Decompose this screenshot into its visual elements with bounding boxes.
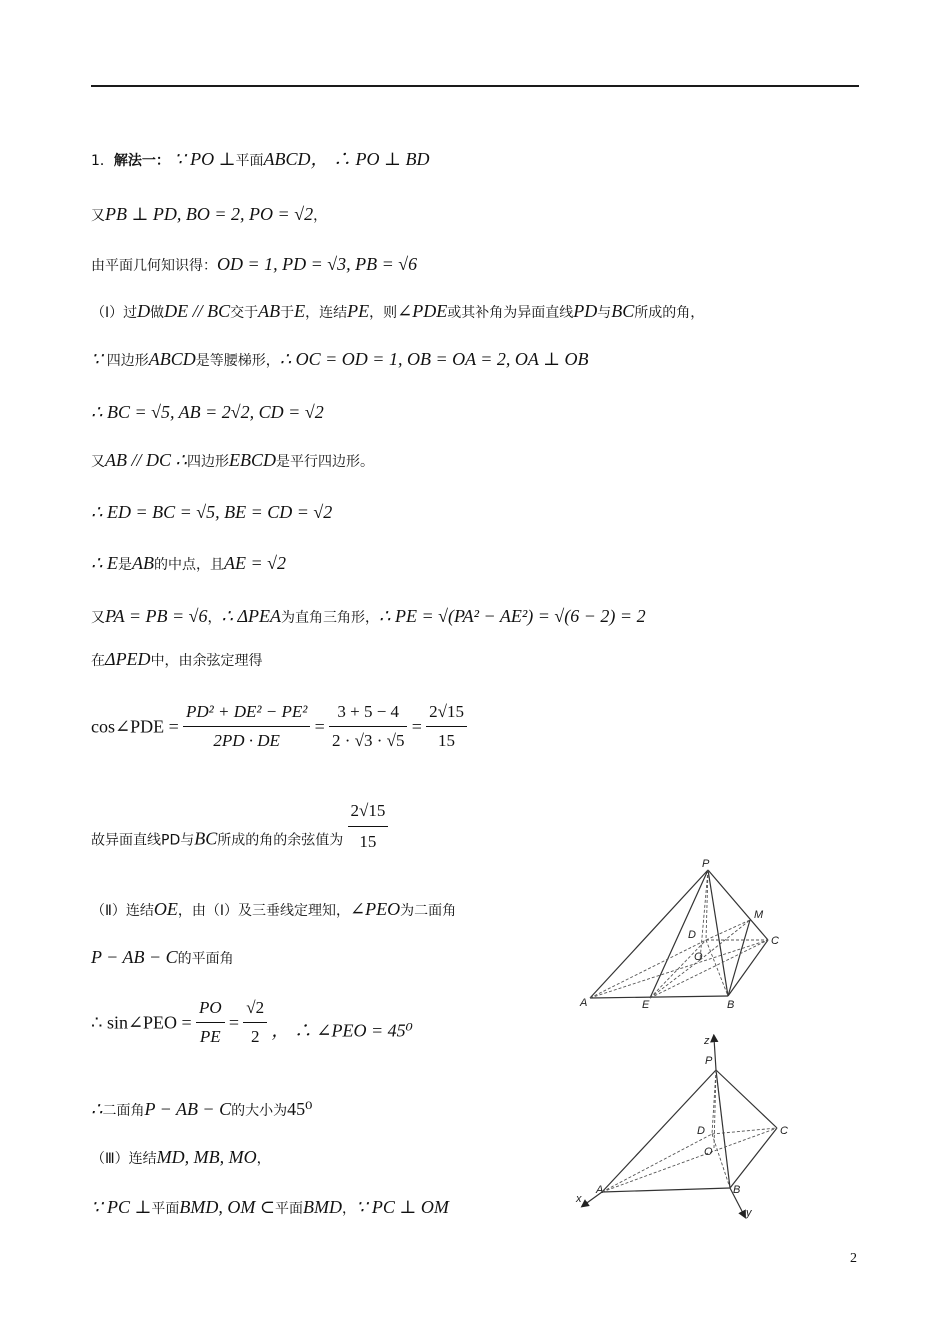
math: cos∠PDE = (91, 716, 179, 737)
solution-label: 解法一： (113, 153, 170, 169)
math: ∴ ΔPEA (221, 606, 282, 626)
numerator: √2 (243, 996, 267, 1023)
text: 或其补角为异面直线 (447, 305, 574, 321)
denominator: PE (199, 1027, 221, 1046)
math: 45⁰ (287, 1099, 313, 1119)
text: ，则 (369, 305, 398, 321)
math: ∴ PE = √(PA² − AE²) = √(6 − 2) = 2 (379, 606, 646, 626)
text: 做 (150, 305, 165, 321)
denominator: 2 (250, 1027, 260, 1046)
text: 为二面角 (400, 903, 457, 919)
numerator: PD² + DE² − PE² (183, 700, 310, 727)
math: AB (258, 301, 281, 321)
text: 于 (280, 305, 295, 321)
math: ∠PEO (350, 899, 401, 919)
text: 所成的角， (634, 305, 705, 321)
math: ， ∴ PO ⊥ BD (310, 149, 430, 169)
fraction (426, 700, 467, 753)
math: BMD (302, 1197, 342, 1217)
vertex-label: O (694, 951, 703, 963)
axis-label: x (576, 1193, 582, 1205)
math: ∴ (91, 1099, 103, 1119)
text-line (91, 401, 324, 424)
text: ， (256, 1151, 271, 1167)
vertex-label: O (704, 1146, 713, 1158)
text: 是平行四边形。 (275, 454, 374, 470)
math: ∵ (91, 349, 103, 369)
text: 中，由余弦定理得 (150, 653, 263, 669)
pyramid-figure-1 (578, 852, 798, 1017)
text: 又 (91, 208, 105, 224)
math: ∠PDE (397, 301, 448, 321)
text: 所成的角的余弦值为 (217, 832, 344, 849)
vertex-label: P (702, 858, 710, 870)
vertex-label: D (688, 929, 696, 941)
math: PA = PB = √6 (105, 606, 208, 626)
vertex-label: D (697, 1125, 705, 1137)
text: （Ⅰ）过 (91, 305, 138, 321)
text: 又 (91, 610, 105, 626)
vertex-label: M (754, 909, 764, 921)
solution-heading-line (91, 148, 429, 172)
text: ，连结 (305, 305, 348, 321)
text: ， (207, 610, 222, 626)
text: 的平面角 (177, 951, 234, 967)
math: ∴ OC = OD = 1, OB = OA = 2, OA ⊥ OB (279, 349, 589, 369)
math: ∵ PC ⊥ (91, 1197, 152, 1217)
math: MD, MB, MO (156, 1147, 257, 1167)
text-line (91, 1098, 312, 1122)
text: （Ⅱ）连结 (91, 903, 154, 919)
math: ABCD (148, 349, 196, 369)
math: BC (611, 301, 635, 321)
text: （Ⅲ）连结 (91, 1151, 157, 1167)
text: 由平面几何知识得： (91, 258, 217, 274)
vertex-label: C (780, 1125, 788, 1137)
numerator: 3 + 5 − 4 (329, 700, 407, 727)
vertex-label: P (705, 1055, 713, 1067)
text-line (91, 253, 417, 277)
math: ∴ ED = BC = √5, BE = CD = √2 (91, 502, 333, 522)
math: PB ⊥ PD, BO = 2, PO = √2 (105, 204, 314, 224)
math: ∴ BC = √5, AB = 2√2, CD = √2 (91, 402, 324, 422)
problem-number: 1． (91, 153, 114, 169)
math: D (137, 301, 151, 321)
text: ，由（Ⅰ）及三垂线定理知， (177, 903, 351, 919)
math: DE // BC (164, 301, 231, 321)
math: ， ∴ ∠PEO = 45⁰ (271, 1020, 413, 1041)
pyramid-diagram-2 (572, 1030, 802, 1225)
text-line (91, 605, 646, 629)
text: 故异面直线PD与 (91, 832, 195, 849)
text-line (91, 449, 374, 473)
page-number: 2 (850, 1251, 857, 1266)
header-rule (91, 85, 859, 87)
math: P − AB − C (144, 1099, 232, 1119)
math: ΔPED (105, 649, 151, 669)
math: AB (131, 553, 154, 573)
pyramid-figure-2 (572, 1030, 802, 1230)
text: 平面 (151, 1201, 180, 1217)
fraction (329, 700, 407, 753)
vertex-label: A (596, 1184, 604, 1196)
text: 是等腰梯形， (195, 353, 280, 369)
text: 又 (91, 454, 105, 470)
text: 平面 (235, 153, 264, 169)
fraction (196, 996, 225, 1049)
math: BMD, OM ⊂ (179, 1197, 275, 1217)
part-one-line (91, 300, 704, 324)
text: ， (313, 208, 328, 224)
text: 为直角三角形， (281, 610, 380, 626)
math: ∴ E (91, 553, 118, 573)
axis-label: y (746, 1207, 752, 1219)
text: 与 (597, 305, 612, 321)
numerator: 2√15 (426, 700, 467, 727)
math: = (411, 716, 422, 737)
numerator: PO (196, 996, 225, 1023)
text: 的大小为 (231, 1103, 288, 1119)
math: ABCD (263, 149, 311, 169)
math: BC (194, 828, 218, 849)
fraction (243, 996, 267, 1049)
math: E (294, 301, 306, 321)
math: EBCD (228, 450, 276, 470)
part-two-line (91, 898, 456, 922)
vertex-label: C (771, 935, 779, 947)
text-line (91, 501, 332, 524)
text-line (91, 648, 263, 672)
vertex-label: E (642, 999, 650, 1011)
denominator: 15 (438, 731, 456, 750)
math: ∵ PC ⊥ OM (355, 1197, 449, 1217)
numerator: 2√15 (348, 798, 389, 827)
vertex-label: B (727, 999, 735, 1011)
math: PD (573, 301, 598, 321)
text: 平面 (274, 1201, 303, 1217)
math: ∵ PO ⊥ (174, 149, 236, 169)
sine-formula (91, 996, 413, 1049)
text: 交于 (230, 305, 259, 321)
denominator: 2 · √3 · √5 (331, 731, 405, 750)
math: AE = √2 (223, 553, 286, 573)
text-line (91, 946, 234, 970)
math: = (228, 1012, 240, 1033)
text: 四边形 (186, 454, 229, 470)
math: OD = 1, PD = √3, PB = √6 (217, 254, 418, 274)
vertex-label: B (733, 1184, 741, 1196)
text-line (91, 203, 327, 227)
pyramid-diagram-1 (578, 852, 798, 1012)
math: PE (347, 301, 370, 321)
text-line (91, 348, 589, 372)
text: 是 (117, 557, 132, 573)
math: P − AB − C (91, 947, 178, 967)
text-line (91, 1196, 449, 1220)
math: OE (153, 899, 178, 919)
text: 四边形 (106, 353, 149, 369)
text: ， (341, 1201, 356, 1217)
text: 的中点，且 (153, 557, 224, 573)
axis-label: z (704, 1035, 710, 1047)
conclusion-line (91, 798, 388, 855)
math: = (314, 716, 325, 737)
text-line (91, 552, 286, 576)
vertex-label: A (580, 997, 588, 1009)
text: 二面角 (102, 1103, 145, 1119)
fraction (183, 700, 310, 753)
text: 在 (91, 653, 105, 669)
cosine-formula (91, 700, 467, 753)
fraction (348, 798, 389, 855)
denominator: 2PD · DE (213, 731, 280, 750)
math: ∴ sin∠PEO = (91, 1012, 192, 1033)
denominator: 15 (359, 832, 377, 851)
math: AB // DC ∴ (105, 450, 187, 470)
part-three-line (91, 1146, 271, 1170)
